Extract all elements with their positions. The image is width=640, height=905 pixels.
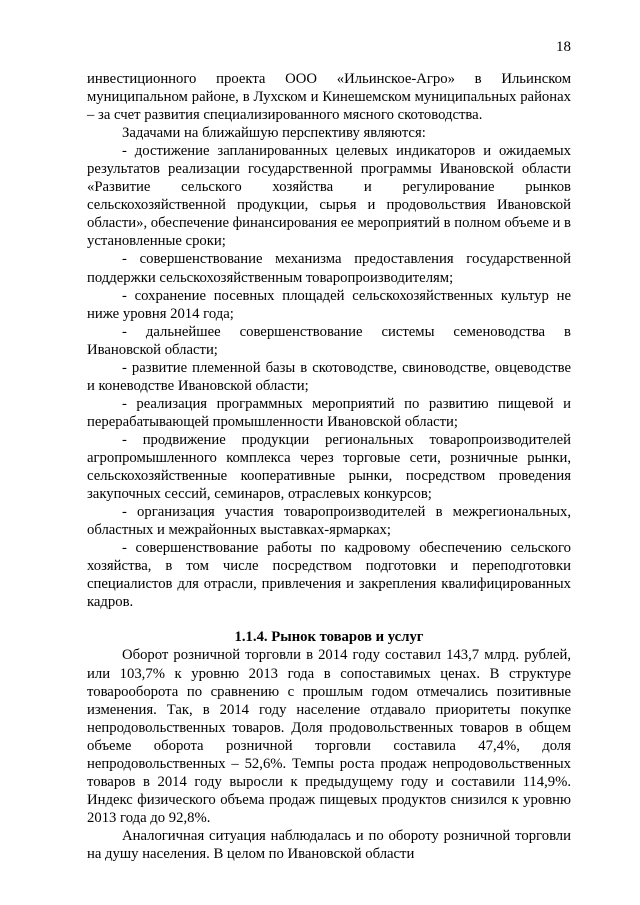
page-number: 18 [556,39,571,55]
section-heading: 1.1.4. Рынок товаров и услуг [234,629,424,646]
document-body [87,70,571,863]
paragraph-per-capita: Аналогичная ситуация наблюдалась и по обороту розничной торговли на душу населения. В целом по Ивановской области [87,827,571,862]
paragraph-retail-turnover: Оборот розничной торговли в 2014 году составил 143,7 млрд. рублей, или 103,7% к уровню 2013 года в сопоставимых ценах. В структуре товарооборота по сравнению с прошлым годом отмечались позитивные изменения. Так, в 2014 году население отдавало приоритеты покупке непродовольственных товаров. Доля продовольственных товаров в общем объеме оборота розничной торговли составила 47,4%, доля непродовольственных – 52,6%. Темпы роста продаж непродовольственных товаров в 2014 году выросли к предыдущему году и составили 114,9%. Индекс физического объема продаж пищевых продуктов снизился к уровню 2013 года до 92,8%. [87,647,571,826]
list-item: - дальнейшее совершенствование системы семеноводства в Ивановской области; [87,323,571,358]
list-item: - достижение запланированных целевых индикаторов и ожидаемых результатов реализации государственной программы Ивановской области «Развитие сельского хозяйства и регулирование рынков сельскохозяйственной продукции, сырья и продовольствия Ивановской области», обеспечение финансирования ее мероприятий в полном объеме и в установленные сроки; [87,143,571,250]
list-item: - организация участия товаропроизводителей в межрегиональных, областных и межрайонных выставках-ярмарках; [87,504,571,539]
paragraph-tasks-intro: Задачами на ближайшую перспективу являются: [122,125,426,142]
list-item: - развитие племенной базы в скотоводстве, свиноводстве, овцеводстве и коневодстве Ивановской области; [87,359,571,394]
list-item: - совершенствование работы по кадровому обеспечению сельского хозяйства, в том числе посредством подготовки и переподготовки специалистов для отрасли, привлечения и закрепления квалифицированных кадров. [87,540,571,611]
paragraph-continuation: инвестиционного проекта ООО «Ильинское-Агро» в Ильинском муниципальном районе, в Лухском и Кинешемском муниципальных районах – за счет развития специализированного мясного скотоводства. [87,71,571,124]
list-item: - совершенствование механизма предоставления государственной поддержки сельскохозяйственным товаропроизводителям; [87,251,571,286]
list-item: - реализация программных мероприятий по развитию пищевой и перерабатывающей промышленности Ивановской области; [87,395,571,430]
list-item: - продвижение продукции региональных товаропроизводителей агропромышленного комплекса через торговые сети, розничные рынки, сельскохозяйственные кооперативные рынки, посредством проведения закупочных сессий, семинаров, отраслевых конкурсов; [87,431,571,503]
list-item: - сохранение посевных площадей сельскохозяйственных культур не ниже уровня 2014 года; [87,287,571,322]
